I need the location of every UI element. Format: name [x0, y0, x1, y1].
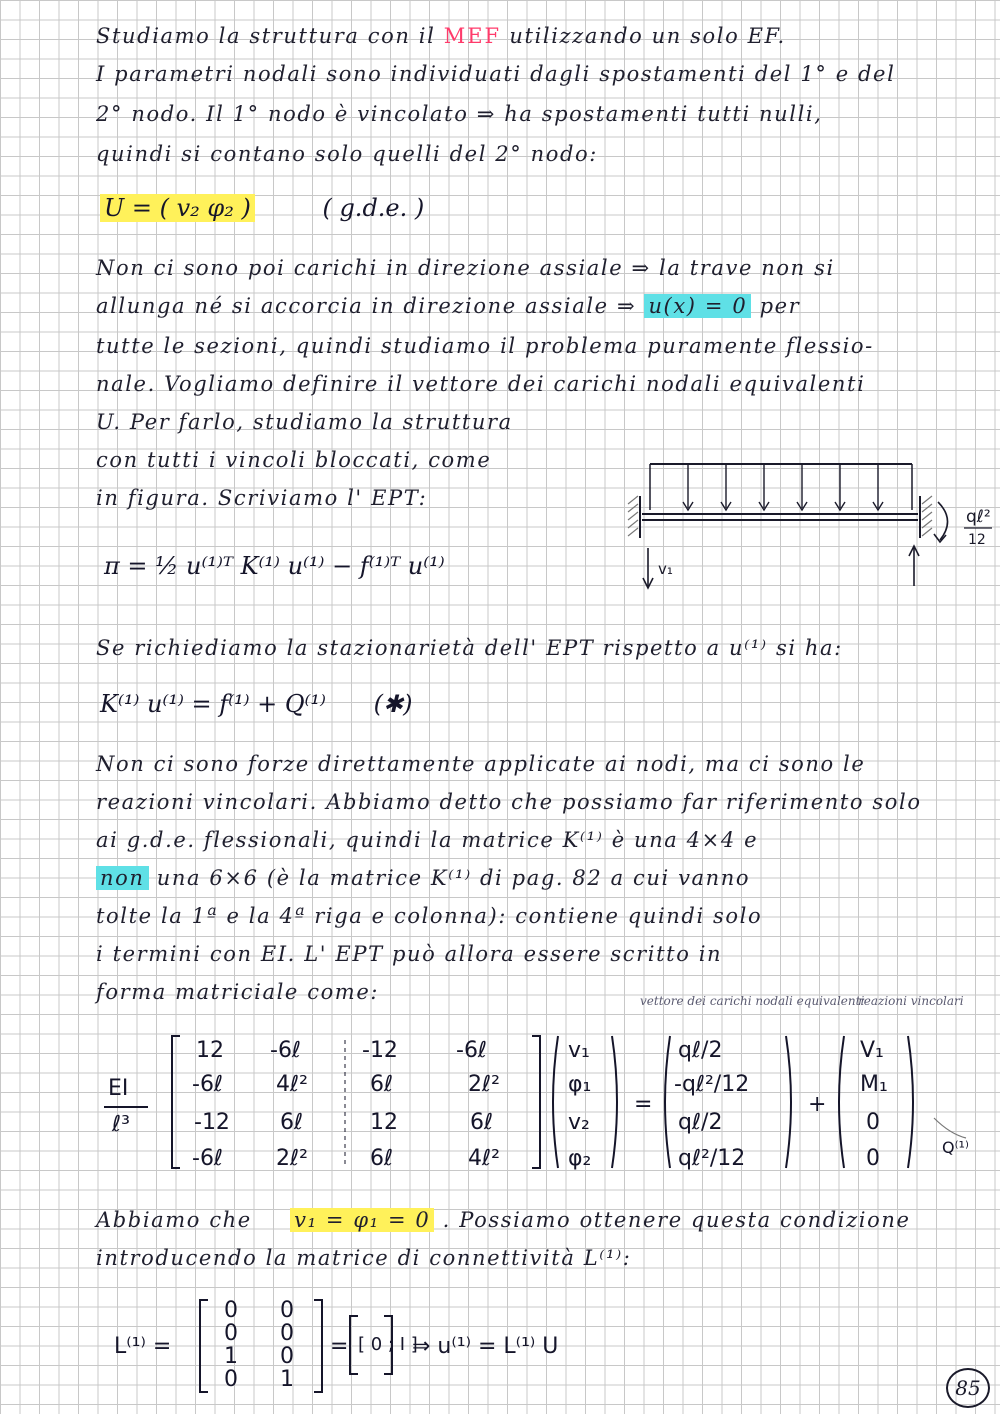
text-line-21: introducendo la matrice di connettività L⁽¹⁾: — [96, 1246, 632, 1270]
l-cell: 1 — [280, 1367, 294, 1392]
l-cell: 0 — [224, 1321, 238, 1346]
f-cell: -qℓ²/12 — [674, 1072, 750, 1097]
k-cell: 2ℓ² — [468, 1072, 500, 1097]
mef-acronym: MEF — [443, 24, 502, 48]
page-number: 85 — [946, 1368, 990, 1408]
connectivity-lhs: L⁽¹⁾ = — [114, 1334, 172, 1359]
text-line-8: nale. Vogliamo definire il vettore dei carichi nodali equivalenti — [96, 372, 866, 396]
l-cell: 0 — [224, 1367, 238, 1392]
k-cell: 2ℓ² — [276, 1146, 308, 1171]
text-line-19: forma matriciale come: — [96, 980, 380, 1004]
k-cell: -12 — [362, 1038, 398, 1063]
equals-sign-2: = — [330, 1334, 349, 1359]
f-cell: qℓ/2 — [678, 1110, 723, 1135]
u-cell: v₂ — [568, 1110, 590, 1135]
stationarity-tag: (✱) — [373, 690, 413, 718]
k-cell: 6ℓ — [370, 1146, 394, 1171]
line-1-part-a: Studiamo la struttura con il — [96, 24, 436, 48]
l-cell: 1 — [224, 1344, 238, 1369]
left-fixed-support — [628, 496, 640, 538]
k-cell: 6ℓ — [470, 1110, 494, 1135]
equals-sign: = — [634, 1092, 653, 1117]
text-line-4: quindi si contano solo quelli del 2° nodo: — [96, 142, 598, 166]
k-cell: -6ℓ — [192, 1072, 224, 1097]
k-cell: 4ℓ² — [468, 1146, 500, 1171]
text-line-13: Non ci sono forze direttamente applicate ai nodi, ma ci sono le — [96, 752, 866, 776]
l-cell: 0 — [280, 1321, 294, 1346]
gde-vector-equation — [100, 194, 424, 222]
text-line-6 — [96, 294, 800, 318]
right-fixed-support — [920, 496, 932, 538]
q-cell: V₁ — [860, 1038, 884, 1063]
moment-arc — [938, 502, 948, 540]
line-1-part-c: utilizzando un solo EF. — [509, 24, 786, 48]
text-line-1 — [96, 24, 786, 48]
k-cell: -6ℓ — [456, 1038, 488, 1063]
line-6-part-a: allunga né si accorcia in direzione assiale ⇒ — [96, 294, 637, 318]
q-vector-label: Q⁽¹⁾ — [942, 1138, 969, 1157]
text-line-18: i termini con EI. L' EPT può allora essere scritto in — [96, 942, 723, 966]
l-cell: 0 — [280, 1298, 294, 1323]
connectivity-rhs: ⇒ u⁽¹⁾ = L⁽¹⁾ U — [412, 1334, 559, 1359]
axial-displacement-zero: u(x) = 0 — [644, 294, 751, 318]
block-matrix: [ 0 ; I ] — [358, 1334, 418, 1355]
text-line-15: ai g.d.e. flessionali, quindi la matrice K⁽¹⁾ è una 4×4 e — [96, 828, 759, 852]
boundary-condition-highlight: v₁ = φ₁ = 0 — [290, 1208, 434, 1232]
line-20-part-a: Abbiamo che — [96, 1208, 252, 1232]
matrix-system — [100, 1016, 980, 1186]
beam-figure — [620, 452, 995, 592]
text-line-17: tolte la 1ª e la 4ª riga e colonna): contiene quindi solo — [96, 904, 763, 928]
text-line-14: reazioni vincolari. Abbiamo detto che possiamo far riferimento solo — [96, 790, 922, 814]
u-cell: φ₂ — [568, 1146, 592, 1171]
plus-sign: + — [808, 1092, 827, 1117]
factor-denominator: ℓ³ — [112, 1112, 130, 1137]
stationarity-expression: K⁽¹⁾ u⁽¹⁾ = f⁽¹⁾ + Q⁽¹⁾ — [100, 690, 326, 718]
matrix-brackets — [100, 1016, 980, 1186]
u-cell: v₁ — [568, 1038, 590, 1063]
text-line-11: in figura. Scriviamo l' EPT: — [96, 486, 428, 510]
line-20-part-c: . Possiamo ottenere questa condizione — [442, 1208, 911, 1232]
non-highlight: non — [96, 866, 149, 890]
ept-equation: π = ½ u⁽¹⁾ᵀ K⁽¹⁾ u⁽¹⁾ − f⁽¹⁾ᵀ u⁽¹⁾ — [104, 552, 445, 580]
text-line-16 — [96, 866, 750, 890]
line-6-part-c: per — [759, 294, 801, 318]
factor-numerator: EI — [108, 1076, 129, 1101]
text-line-9: U. Per farlo, studiamo la struttura — [96, 410, 513, 434]
moment-label-num: qℓ² — [966, 507, 991, 527]
f-cell: qℓ/2 — [678, 1038, 723, 1063]
k-cell: -6ℓ — [192, 1146, 224, 1171]
k-cell: 4ℓ² — [276, 1072, 308, 1097]
k-cell: -6ℓ — [270, 1038, 302, 1063]
text-line-20 — [96, 1208, 910, 1232]
text-line-5: Non ci sono poi carichi in direzione assiale ⇒ la trave non si — [96, 256, 835, 280]
stationarity-equation — [100, 690, 412, 718]
k-cell: 12 — [196, 1038, 224, 1063]
note-reactions: reazioni vincolari — [858, 994, 964, 1008]
k-cell: 6ℓ — [280, 1110, 304, 1135]
moment-label-den: 12 — [968, 532, 986, 548]
k-cell: 6ℓ — [370, 1072, 394, 1097]
k-cell: 12 — [370, 1110, 398, 1135]
gde-label: ( g.d.e. ) — [322, 194, 425, 222]
connectivity-equation — [100, 1296, 700, 1396]
text-line-10: con tutti i vincoli bloccati, come — [96, 448, 492, 472]
q-cell: 0 — [866, 1110, 880, 1135]
f-cell: qℓ²/12 — [678, 1146, 746, 1171]
u-cell: φ₁ — [568, 1072, 592, 1097]
q-cell: M₁ — [860, 1072, 888, 1097]
k-cell: -12 — [194, 1110, 230, 1135]
line-16-part-b: una 6×6 (è la matrice K⁽¹⁾ di pag. 82 a cui vanno — [156, 866, 751, 890]
text-line-3: 2° nodo. Il 1° nodo è vincolato ⇒ ha spostamenti tutti nulli, — [96, 102, 823, 126]
q-cell: 0 — [866, 1146, 880, 1171]
text-line-12: Se richiediamo la stazionarietà dell' EPT rispetto a u⁽¹⁾ si ha: — [96, 636, 843, 660]
text-line-7: tutte le sezioni, quindi studiamo il problema puramente flessio- — [96, 334, 874, 358]
support-label-v1: v₁ — [658, 560, 673, 578]
gde-vector: U = ( v₂ φ₂ ) — [100, 194, 255, 222]
note-equivalent-loads: vettore dei carichi nodali equivalenti — [640, 994, 865, 1008]
l-cell: 0 — [224, 1298, 238, 1323]
text-line-2: I parametri nodali sono individuati dagli spostamenti del 1° e del — [96, 62, 896, 86]
l-cell: 0 — [280, 1344, 294, 1369]
distributed-load-arrows — [683, 464, 883, 510]
